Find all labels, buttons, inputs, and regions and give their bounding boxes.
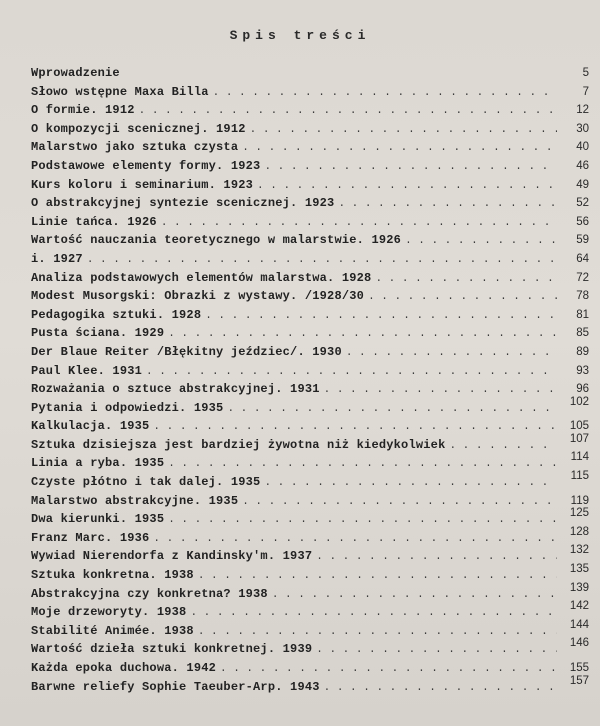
toc-entry [31, 64, 589, 83]
toc-leader-dots [324, 381, 557, 400]
toc-entry [31, 395, 589, 418]
toc-entry-page-number: 132 [569, 544, 589, 557]
toc-entry-page-number: 72 [576, 271, 589, 284]
toc-entry-page-number: 56 [576, 215, 589, 228]
toc-entry [31, 101, 589, 120]
toc-entry-title: Linia a ryba. 1935 [31, 456, 165, 471]
toc-leader-dots [346, 344, 557, 363]
toc-entry [31, 269, 589, 288]
toc-leader-dots [198, 623, 557, 642]
toc-entry [31, 417, 589, 436]
toc-entry-page-number: 128 [569, 525, 589, 538]
toc-entry-page-number: 119 [570, 494, 589, 507]
toc-entry [31, 176, 589, 195]
toc-leader-dots [168, 325, 557, 344]
toc-entry-page-number: 135 [569, 563, 589, 576]
toc-entry [31, 674, 589, 697]
toc-leader-dots [316, 548, 557, 567]
toc-leader-dots [264, 158, 557, 177]
toc-leader-dots [190, 604, 557, 623]
toc-leader-dots [153, 530, 557, 549]
toc-entry-page-number: 81 [576, 308, 589, 321]
toc-entry-title: O kompozycji scenicznej. 1912 [31, 121, 246, 136]
toc-entry-title: Sztuka konkretna. 1938 [31, 568, 194, 583]
toc-leader-dots [168, 511, 557, 530]
toc-entry-page-number: 30 [576, 122, 589, 135]
toc-leader-dots [264, 474, 557, 493]
toc-entry-page-number: 64 [576, 252, 589, 265]
toc-entry-title: Malarstwo jako sztuka czysta [31, 140, 239, 155]
toc-entry-title: O abstrakcyjnej syntezie scenicznej. 1923 [31, 196, 335, 211]
toc-entry [31, 213, 589, 232]
toc-entry-title: Sztuka dzisiejsza jest bardziej żywotna niż kiedykolwiek [31, 437, 446, 452]
toc-entry-page-number: 142 [569, 600, 589, 613]
toc-leader-dots [168, 455, 557, 474]
toc-entry-page-number: 52 [576, 197, 589, 210]
toc-entry-page-number: 59 [576, 234, 589, 247]
toc-leader-dots [324, 679, 557, 698]
toc-entry-page-number: 7 [582, 85, 589, 98]
toc-entry-title: Paul Klee. 1931 [31, 363, 143, 378]
toc-entry-title: Barwne reliefy Sophie Taeuber-Arp. 1943 [31, 679, 320, 694]
toc-entry [31, 324, 589, 343]
toc-entry-title: Der Blaue Reiter /Błękitny jeździec/. 1930 [31, 344, 342, 359]
toc-leader-dots [242, 139, 557, 158]
toc-entry [31, 343, 589, 362]
toc-entry-title: Rozważania o sztuce abstrakcyjnej. 1931 [31, 382, 320, 397]
toc-leader-dots [338, 195, 557, 214]
toc-leader-dots [161, 214, 557, 233]
toc-entry [31, 563, 589, 585]
toc-entry-title: Pedagogika sztuki. 1928 [31, 307, 202, 322]
toc-leader-dots [153, 418, 557, 437]
toc-entry-title: Modest Musorgski: Obrazki z wystawy. /1928/30 [31, 289, 365, 304]
toc-entry-title: Podstawowe elementy formy. 1923 [31, 158, 261, 173]
toc-leader-dots [139, 102, 557, 121]
toc-entry [31, 492, 589, 511]
toc-entry [31, 637, 589, 659]
toc-leader-dots [368, 288, 557, 307]
toc-entry [31, 250, 589, 269]
toc-entry-title: Linie tańca. 1926 [31, 214, 157, 229]
toc-entry-page-number: 157 [569, 674, 589, 687]
toc-entry-page-number: 105 [569, 420, 589, 433]
toc-leader-dots [205, 307, 557, 326]
toc-entry-page-number: 89 [576, 345, 589, 358]
toc-leader-dots [198, 567, 557, 586]
toc-entry [31, 659, 589, 678]
toc-entry-title: Pytania i odpowiedzi. 1935 [31, 400, 224, 415]
toc-entry-page-number: 12 [576, 104, 589, 117]
toc-entry-title: Pusta ściana. 1929 [31, 326, 165, 341]
toc-leader-dots [257, 177, 557, 196]
toc-entry [31, 544, 589, 566]
toc-entry-page-number: 115 [570, 470, 589, 483]
toc-entry-page-number: 49 [576, 178, 589, 191]
toc-entry-title: Dwa kierunki. 1935 [31, 512, 165, 527]
toc-entry-page-number: 5 [582, 67, 589, 79]
toc-entry-title: Analiza podstawowych elementów malarstwa. 1928 [31, 270, 372, 285]
toc-entry-page-number: 125 [569, 507, 589, 520]
toc-leader-dots [227, 400, 557, 419]
toc-entry-title: Wartość dzieła sztuki konkretnej. 1939 [31, 642, 313, 657]
toc-entry-page-number: 78 [576, 290, 589, 303]
toc-entry-page-number: 93 [576, 364, 589, 377]
toc-entry-title: Stabilité Animée. 1938 [31, 623, 194, 638]
toc-leader-dots [87, 251, 557, 270]
toc-entry-title: Każda epoka duchowa. 1942 [31, 661, 217, 675]
toc-entry-title: i. 1927 [31, 251, 83, 266]
toc-entry [31, 618, 589, 641]
toc-leader-dots [220, 660, 557, 679]
toc-entry-page-number: 155 [569, 662, 589, 674]
toc-entry [31, 432, 589, 455]
toc-entry-page-number: 40 [576, 141, 589, 154]
toc-entry-page-number: 46 [576, 159, 589, 172]
toc-entry-title: O formie. 1912 [31, 103, 135, 118]
toc-entry [31, 83, 589, 102]
toc-entry-page-number: 107 [569, 432, 589, 445]
toc-leader-dots [405, 232, 557, 251]
toc-entry [31, 138, 589, 157]
table-of-contents [31, 64, 589, 696]
toc-entry-page-number: 114 [570, 451, 589, 464]
toc-entry [31, 194, 589, 213]
toc-entry-title: Kalkulacja. 1935 [31, 419, 150, 434]
toc-leader-dots [449, 437, 557, 456]
toc-entry [31, 231, 589, 250]
toc-entry-page-number: 139 [569, 581, 589, 594]
toc-entry-title: Moje drzeworyty. 1938 [31, 605, 187, 620]
toc-entry-page-number: 144 [569, 618, 589, 631]
toc-entry [31, 362, 589, 381]
toc-entry-title: Czyste płótno i tak dalej. 1935 [31, 475, 261, 490]
toc-leader-dots [375, 270, 557, 289]
toc-entry-title: Franz Marc. 1936 [31, 530, 150, 545]
toc-leader-dots [316, 641, 557, 660]
toc-entry [31, 157, 589, 176]
toc-entry [31, 287, 589, 306]
toc-leader-dots [213, 84, 557, 103]
toc-entry-page-number: 146 [569, 637, 589, 650]
toc-entry [31, 581, 589, 604]
toc-entry [31, 507, 589, 529]
toc-entry-title: Abstrakcyjna czy konkretna? 1938 [31, 586, 268, 601]
toc-entry-title: Kurs koloru i seminarium. 1923 [31, 177, 254, 192]
toc-entry-title: Wartość nauczania teoretycznego w malarstwie. 1926 [31, 233, 402, 248]
toc-entry [31, 525, 589, 548]
toc-entry-title: Słowo wstępne Maxa Billa [31, 84, 209, 99]
toc-entry-page-number: 85 [576, 327, 589, 340]
toc-leader-dots [272, 586, 557, 605]
toc-leader-dots [242, 493, 557, 512]
toc-entry [31, 306, 589, 325]
toc-leader-dots [250, 121, 557, 140]
toc-entry [31, 380, 589, 399]
toc-entry-title: Malarstwo abstrakcyjne. 1935 [31, 493, 239, 508]
toc-entry [31, 451, 589, 473]
toc-entry-page-number: 102 [569, 395, 589, 408]
toc-entry [31, 120, 589, 139]
toc-entry-title: Wprowadzenie [31, 66, 120, 80]
toc-entry-title: Wywiad Nierendorfa z Kandinsky'm. 1937 [31, 549, 313, 564]
toc-entry [31, 600, 589, 622]
toc-entry [31, 470, 589, 492]
toc-entry-page-number: 96 [576, 383, 589, 396]
page-title: Spis treści [229, 28, 371, 43]
toc-leader-dots [146, 363, 557, 382]
